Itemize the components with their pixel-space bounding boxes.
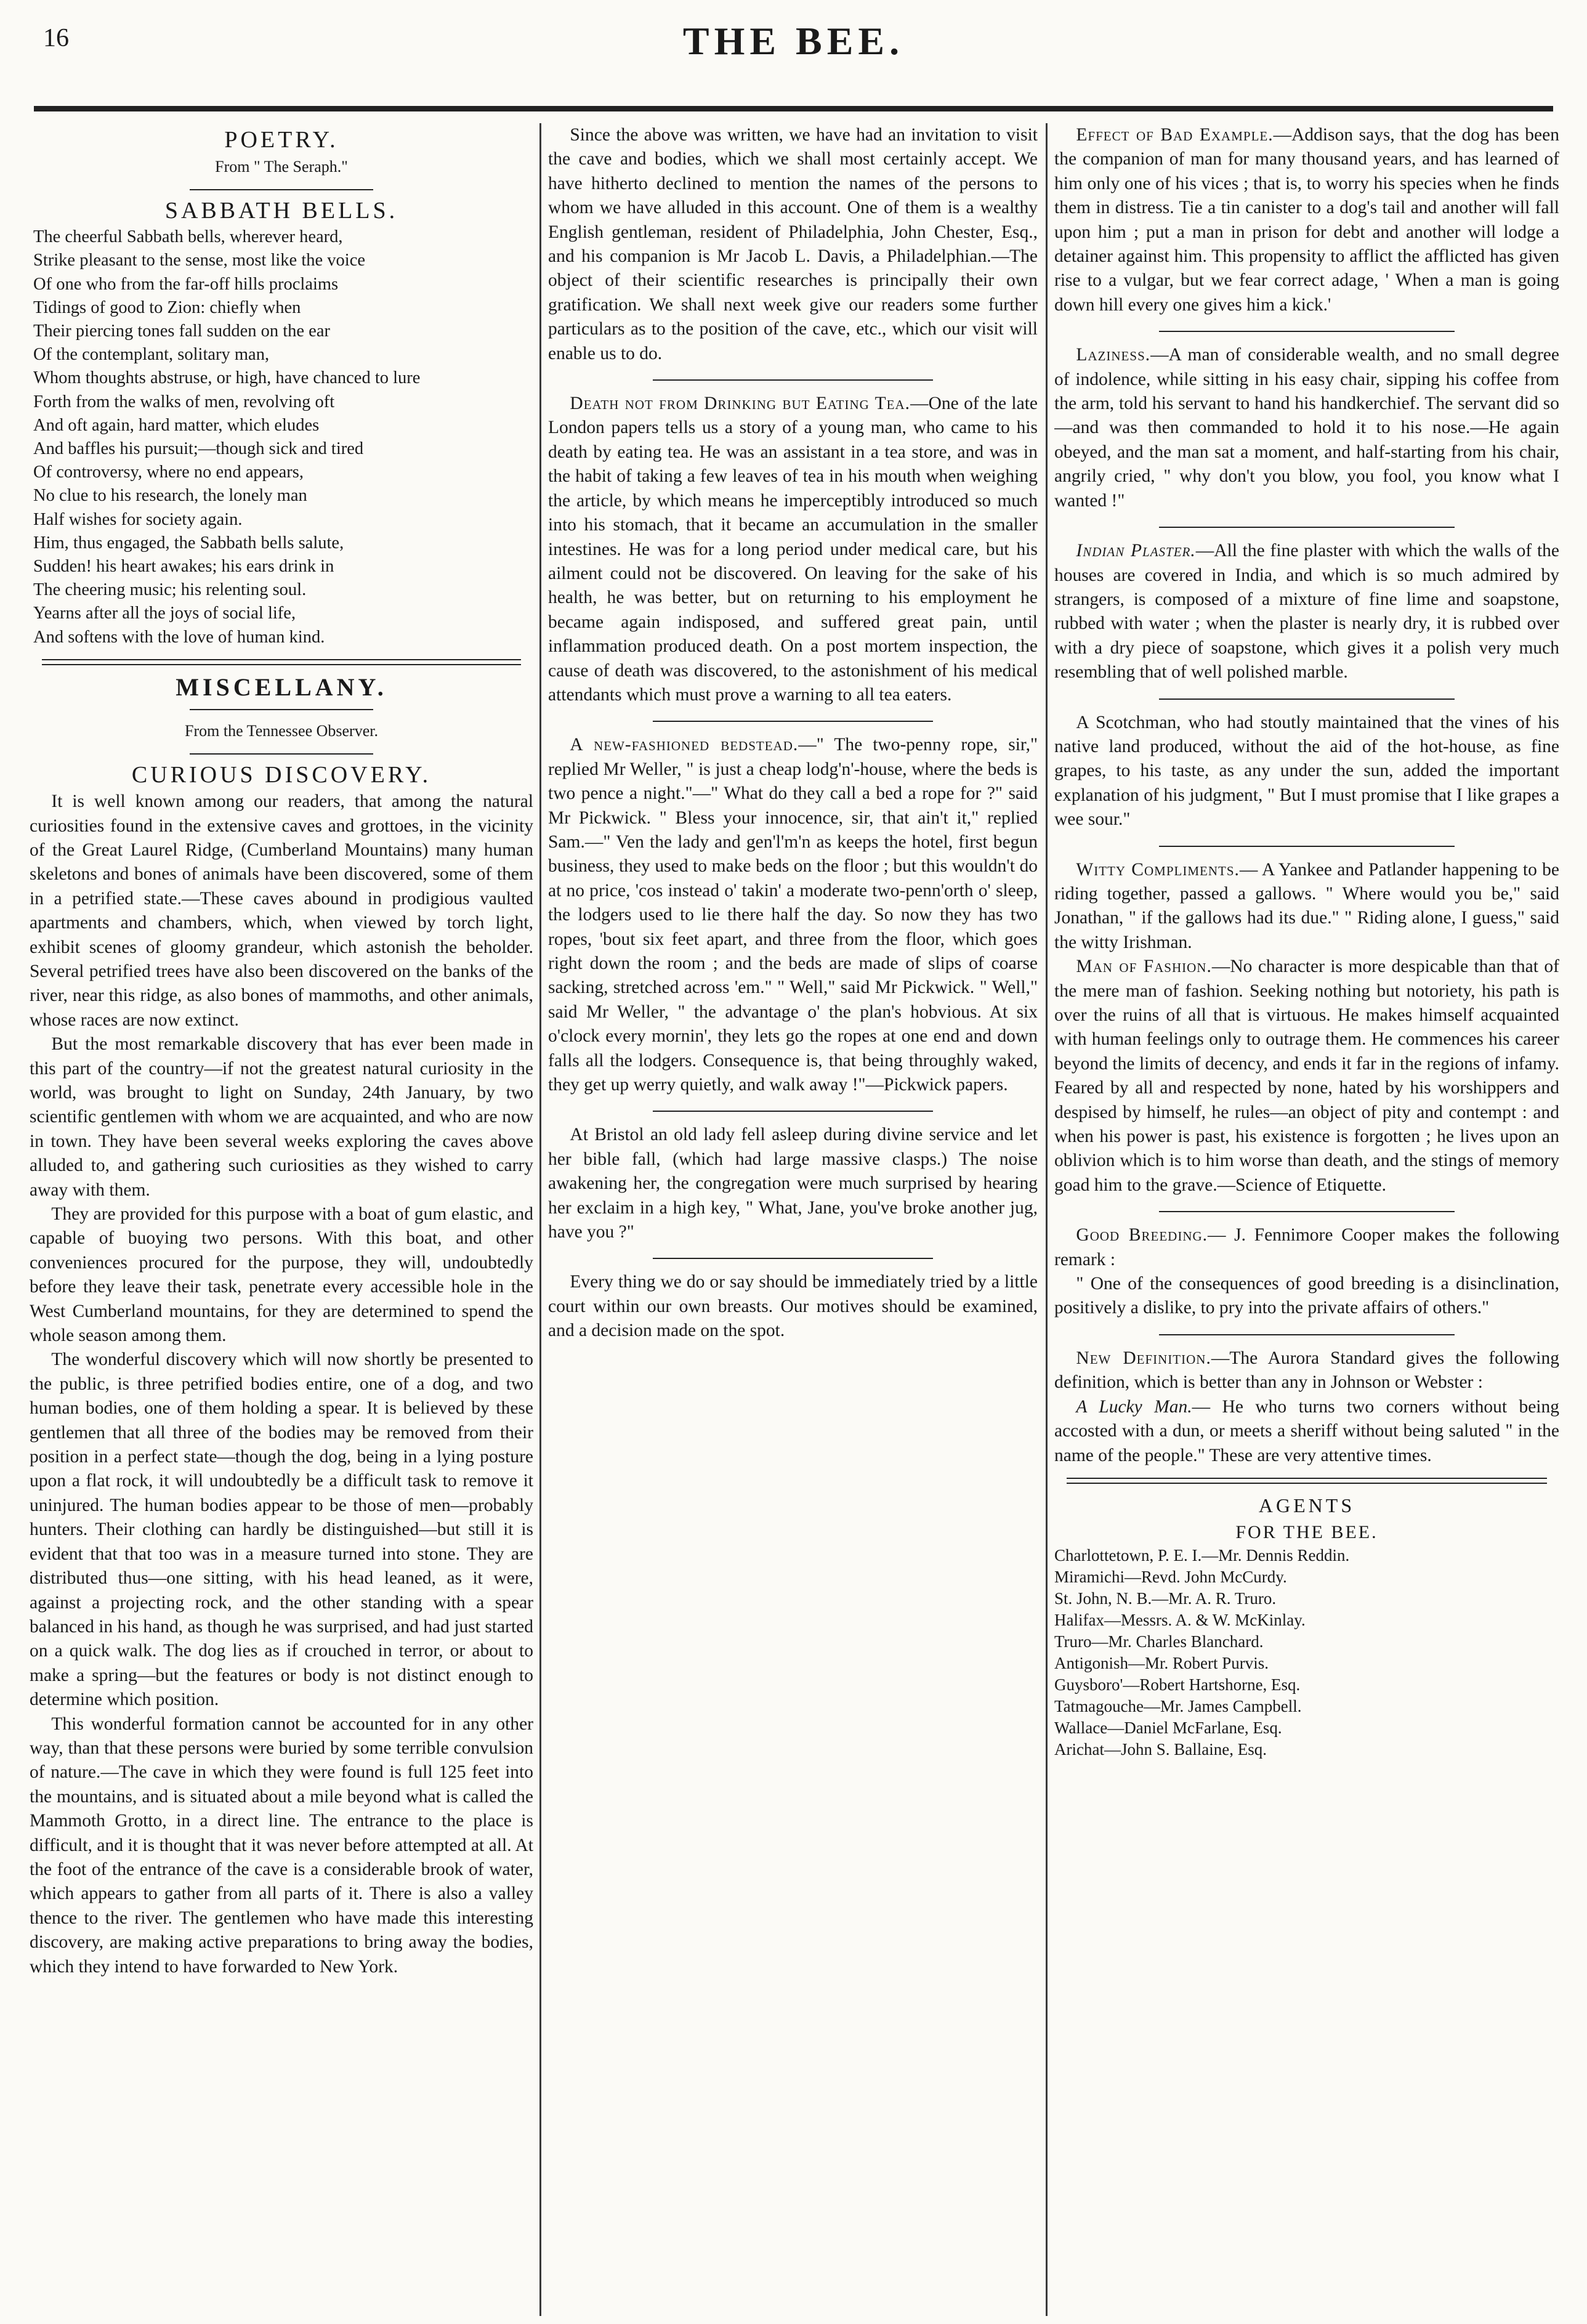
divider	[1159, 331, 1455, 332]
poem	[30, 225, 533, 649]
item-heading: Good Breeding.	[1076, 1225, 1208, 1245]
poem-line: And softens with the love of human kind.	[33, 627, 325, 647]
breeding-quote: " One of the consequences of good breeding is a disinclination, positively a dislike, to pry into the private affairs of others."	[1054, 1274, 1559, 1318]
poem-line: And baffles his pursuit;—though sick and tired	[33, 439, 364, 459]
definition-item	[1054, 1346, 1559, 1395]
item-text: — J. Fennimore Cooper makes the following remark :	[1054, 1225, 1559, 1269]
poem-line: Their piercing tones fall sudden on the ear	[33, 322, 330, 341]
divider	[1159, 1334, 1455, 1335]
poem-line: No clue to his research, the lonely man	[33, 486, 307, 506]
poem-line: Of the contemplant, solitary man,	[33, 345, 270, 365]
poem-line: Whom thoughts abstruse, or high, have chanced to lure	[33, 368, 421, 388]
poem-line: Sudden! his heart awakes; his ears drink in	[33, 557, 334, 577]
poem-line: Him, thus engaged, the Sabbath bells salute,	[33, 533, 344, 553]
divider	[653, 721, 933, 722]
agent-entry: St. John, N. B.—Mr. A. R. Truro.	[1054, 1589, 1277, 1608]
agent-entry: Truro—Mr. Charles Blanchard.	[1054, 1632, 1264, 1651]
column-divider	[539, 123, 541, 2316]
miscellany-heading: MISCELLANY.	[176, 673, 387, 701]
item-text: —A man of considerable wealth, and no small degree of indolence, while sitting in his easy chair, sipping his coffee from the arm, told his servant to hand his handkerchief. The servant did so—and was then commanded to hold it to his nose.—He again obeyed, and the man sat a moment, and half-starting from his chair, angrily cried, " why don't you blow, you fool, you know what I wanted !"	[1054, 345, 1559, 511]
article-paragraph: Since the above was written, we have had an invitation to visit the cave and bodies, which we shall most certainly accept. We have hitherto declined to mention the names of the persons to whom we have alluded in this account. One of them is a wealthy English gentleman, resident of Philadelphia, John Chester, Esq., and his companion is Mr Jacob L. Davis, a Philadelphian.—The object of their scientific researches is principally their own gratification. We shall next week give our readers some further particulars as to the position of the cave, etc., which our visit will enable us to do.	[548, 125, 1038, 363]
article-paragraph: The wonderful discovery which will now shortly be presented to the public, is three petrified bodies entire, one of a dog, and two human bodies, one of them holding a spear. It is believed by these gentlemen that all three of the bodies may be removed from their position in a perfect state—though the dog, being in a lying posture upon a flat rock, it will undoubtedly be a difficult task to remove it uninjured. The human bodies appear to be those of men—probably hunters. Their clothing can hardly be distinguished—but still it is evident that that too was in a measure turned into stone. They are distributed thus—one sitting, with his head leaned, as it were, against a projecting rock, and the other standing with a spear balanced in his hand, as though he was surprised, and had just started on a quick walk. The dog lies as if crouched in terror, or about to make a spring—but the features or body is not distinct enough to determine which position.	[30, 1350, 533, 1710]
agent-entry: Antigonish—Mr. Robert Purvis.	[1054, 1653, 1269, 1672]
agent-entry: Tatmagouche—Mr. James Campbell.	[1054, 1696, 1302, 1715]
item-heading: A new-fashioned bedstead.	[570, 735, 799, 755]
witty-item	[1054, 858, 1559, 955]
divider	[1159, 527, 1455, 528]
item-heading: Indian Plaster.	[1076, 541, 1196, 561]
poem-title: SABBATH BELLS.	[164, 197, 398, 224]
item-text: —No character is more despicable than that of the mere man of fashion. Seeking nothing but notoriety, his path is over the ruins of all that is virtuous. He makes himself acquainted with human feelings only to outrage them. He commences his career beyond the limits of decency, and ends it far in the regions of infamy. Feared by all and respected by none, hated by his worshippers and despised by himself, he rules—an object of pity and contempt : and when his power is past, his existence is forgotten ; he lives upon an oblivion which is to him worse than death, and the stings of memory goad him to the grave.—Science of Etiquette.	[1054, 957, 1559, 1195]
poem-line: Tidings of good to Zion: chiefly when	[33, 298, 301, 317]
item-heading: New Definition.	[1076, 1348, 1211, 1368]
item-text: —" The two-penny rope, sir," replied Mr Weller, " is just a cheap lodg'n'-house, where the beds is two pence a night."—" What do they call a bed a rope for ?" said Mr Pickwick. " Bless your innocence, sir, that ain't it," replied Sam.—" Ven the lady and gen'l'm'n as keeps the hotel, first begun business, they used to make beds on the floor ; but this wouldn't do at no price, 'cos instead o' takin' a moderate two-penn'orth o' sleep, the lodgers used to lie there half the day. So now they has two ropes, 'bout six feet apart, and three from the floor, which goes right down the room ; and the beds are made of slips of coarse sacking, stretched across 'em." " Well," said Mr Pickwick. " Well," said Mr Weller, " the advantage o' the plan's hobvious. At six o'clock every mornin', they lets go the ropes at one end and down falls all the lodgers. Consequence is, that being throughly waked, they get up werry quietly, and walk away !"—Pickwick papers.	[548, 735, 1038, 1095]
item-heading: Death not from Drinking but Eating Tea.	[570, 394, 911, 414]
item-heading: Effect of Bad Example.	[1076, 125, 1274, 145]
item-text: —Addison says, that the dog has been the companion of man for many thousand years, and has learned of him only one of his vices ; that is, to worry his species when he finds them in distress. Tie a tin canister to a dog's tail and another will fall upon him ; put a man in prison for debt and another will lodge a detainer against him. This propensity to afflict the afflicted has given rise to a vulgar, but we fear correct adage, ' When a man is going down hill every one gives him a kick.'	[1054, 125, 1559, 315]
poem-line: The cheering music; his relenting soul.	[33, 580, 307, 600]
poetry-source: From " The Seraph."	[215, 158, 348, 176]
conduct-item: Every thing we do or say should be immediately tried by a little court within our own breasts. Our motives should be examined, and a decision made on the spot.	[548, 1272, 1038, 1341]
page-number: 16	[43, 24, 69, 52]
agents-title: AGENTS	[1258, 1494, 1355, 1516]
item-text: — A Yankee and Patlander happening to be riding together, passed a gallows. " Where would you be," said Jonathan, " if the gallows had its due." " Riding alone, I guess," said the witty Irishman.	[1054, 859, 1559, 952]
definition-term: A Lucky Man.	[1076, 1396, 1192, 1417]
miscellany-source: From the Tennessee Observer.	[185, 722, 378, 740]
article-paragraph: They are provided for this purpose with a boat of gum elastic, and capable of buoying two persons. With this boat, and other conveniences procured for the purpose, they will, undoubtedly before they leave their task, penetrate every accessible hole in the West Cumberland mountains, for they are determined to spend the whole season among them.	[30, 1204, 533, 1346]
agent-entry: Wallace—Daniel McFarlane, Esq.	[1054, 1718, 1282, 1737]
article-title: CURIOUS DISCOVERY.	[131, 761, 432, 788]
breeding-item	[1054, 1223, 1559, 1272]
divider	[190, 189, 373, 190]
poem-line: Of controversy, where no end appears,	[33, 463, 304, 482]
divider	[190, 753, 373, 755]
bristol-item: At Bristol an old lady fell asleep during divine service and let her bible fall, (which had large massive clasps.) The noise awakening her, the congregation were much surprised by hearing her exclaim in a high key, " What, Jane, you've broke another jug, have you ?"	[548, 1125, 1038, 1242]
definition-entry	[1054, 1395, 1559, 1468]
agent-entry: Halifax—Messrs. A. & W. McKinlay.	[1054, 1610, 1306, 1629]
scotchman-item: A Scotchman, who had stoutly maintained that the vines of his native land produced, without the aid of the hot-house, as fine grapes, to his taste, as any under the sun, added the important explanation of his judgment, " But I must promise that I like grapes a wee sour."	[1054, 712, 1559, 830]
section-divider	[42, 659, 521, 665]
divider	[190, 709, 373, 710]
divider	[653, 1258, 933, 1259]
item-heading: Witty Compliments.	[1076, 859, 1240, 880]
item-text: —All the fine plaster with which the walls of the houses are covered in India, and which is so much admired by strangers, is composed of a mixture of fine lime and soapstone, rubbed with water ; when the plaster is nearly dry, it is rubbed over with a dry piece of soapstone, which gives it a polish very much resembling that of well polished marble.	[1054, 541, 1559, 682]
column-2	[548, 123, 1038, 2316]
item-heading: Man of Fashion.	[1076, 957, 1212, 977]
column-divider	[1046, 123, 1048, 2316]
bedstead-item	[548, 733, 1038, 1097]
laziness-item	[1054, 343, 1559, 513]
agent-entry: Miramichi—Revd. John McCurdy.	[1054, 1567, 1287, 1586]
poem-line: Strike pleasant to the sense, most like the voice	[33, 251, 365, 270]
poem-line: The cheerful Sabbath bells, wherever heard,	[33, 227, 343, 247]
agent-entry: Charlottetown, P. E. I.—Mr. Dennis Reddin.	[1054, 1545, 1350, 1565]
divider	[1159, 698, 1455, 700]
article-paragraph: It is well known among our readers, that among the natural curiosities found in the extensive caves and grottoes, in the vicinity of the Great Laurel Ridge, (Cumberland Mountains) many human skeletons and bones of animals have been discovered, some of them in a petrified state.—These caves abound in prodigious vaulted apartments and chambers, which, when viewed by torch light, exhibit scenes of gloomy grandeur, which astonish the beholder. Several petrified trees have also been discovered on the banks of the river, near this ridge, as also bones of mammoths, and other animals, whose races are now extinct.	[30, 792, 533, 1030]
item-text: —The Aurora Standard gives the following definition, which is better than any in Johnson or Webster :	[1054, 1348, 1559, 1393]
agent-entry: Guysboro'—Robert Hartshorne, Esq.	[1054, 1675, 1301, 1694]
article-paragraph: But the most remarkable discovery that has ever been made in this part of the country—if not the greatest natural curiosity in the world, was brought to light on Sunday, 24th January, by two scientific gentlemen with whom we are acquainted, and who are now in town. They have been several weeks exploring the caves above alluded to, and gathering such curiosities as they wished to carry away with them.	[30, 1034, 533, 1200]
divider	[1159, 846, 1455, 847]
article-paragraph-continued: This wonderful formation cannot be accounted for in any other way, than that these persons were buried by some terrible convulsion of nature.—The cave in which they were found is full 125 feet into the mountains, and is situated about a mile beyond what is called the Mammoth Grotto, in a direct line. The entrance to the place is difficult, and it is thought that it was never before attempted at all. At the foot of the entrance of the cave is a considerable brook of water, which appears to gather from all parts of it. There is also a valley thence to the river. The gentlemen who have made this interesting discovery, are making active preparations to bring away the bodies, which they intend to have forwarded to New York.	[30, 1714, 533, 1977]
poetry-heading: POETRY.	[224, 127, 339, 153]
column-1	[30, 123, 533, 2316]
definition-text: — He who turns two corners without being accosted with a dun, or meets a sheriff without being saluted " in the name of the people." These are very attentive times.	[1054, 1396, 1559, 1465]
poem-line: Half wishes for society again.	[33, 509, 243, 529]
masthead: THE BEE.	[682, 19, 905, 63]
divider	[1159, 1211, 1455, 1212]
item-heading: Laziness.	[1076, 345, 1151, 365]
item-text: —One of the late London papers tells us a story of a young man, who came to his death by eating tea. He was an assistant in a tea store, and was in the habit of taking a few leaves of tea in his mouth when weighing the article, by which means he imperceptibly introduced so much into his stomach, that it became an accumulation in the smaller intestines. He was for a long period under medical care, but his ailment could not be discovered. On leaving for the sake of his health, he was better, but on returning to his employment he became again indisposed, and suffered great pain, until inflammation produced death. On a post mortem inspection, the cause of death was discovered, to the astonishment of his medical attendants which must prove a warning to all tea eaters.	[548, 394, 1038, 705]
masthead-rule	[34, 106, 1553, 111]
column-3	[1054, 123, 1559, 2316]
divider	[653, 379, 933, 381]
agents-list	[1054, 1545, 1559, 1760]
agent-entry: Arichat—John S. Ballaine, Esq.	[1054, 1739, 1267, 1759]
bad-example-item	[1054, 123, 1559, 317]
poem-line: Forth from the walks of men, revolving oft	[33, 392, 335, 411]
fashion-item	[1054, 955, 1559, 1197]
poem-line: Yearns after all the joys of social life,	[33, 604, 296, 623]
divider	[653, 1111, 933, 1112]
plaster-item	[1054, 539, 1559, 684]
poem-line: And oft again, hard matter, which eludes	[33, 415, 320, 435]
section-divider	[1067, 1478, 1547, 1484]
agents-subtitle: FOR THE BEE.	[1235, 1522, 1378, 1543]
death-tea-item	[548, 392, 1038, 707]
poem-line: Of one who from the far-off hills proclaims	[33, 274, 339, 294]
